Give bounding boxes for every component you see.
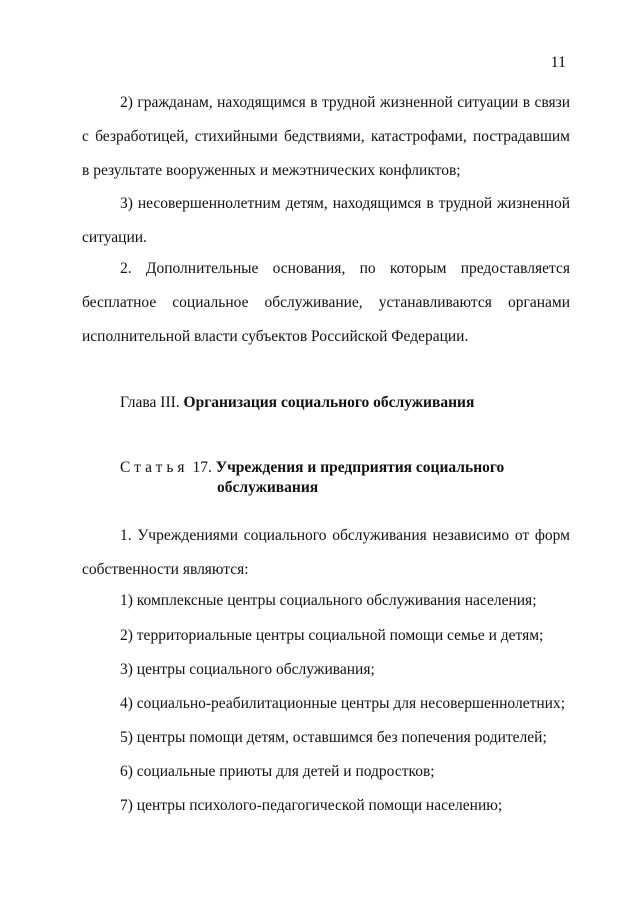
- article-title-line1: Учреждения и предприятия социального: [215, 459, 505, 476]
- text-line: 2) гражданам, находящимся в трудной жизненной ситуации в связи: [120, 94, 570, 111]
- chapter-title: Организация социального обслуживания: [183, 394, 475, 411]
- paragraph-item-2: [82, 86, 570, 188]
- text-line: бесплатное социальное обслуживание, устанавливаются органами: [82, 294, 570, 311]
- article-prefix: Статья: [120, 459, 189, 476]
- list-item: 4) социально-реабилитационные центры для несовершеннолетних;: [120, 695, 566, 712]
- list-item: 2) территориальные центры социальной помощи семье и детям;: [120, 627, 544, 644]
- list-item: 5) центры помощи детям, оставшимся без попечения родителей;: [120, 729, 547, 746]
- chapter-heading: [120, 393, 474, 413]
- page-number: 11: [550, 54, 566, 71]
- paragraph-item-3: [82, 187, 570, 255]
- chapter-prefix: Глава III.: [120, 394, 184, 411]
- list-item: 7) центры психолого-педагогической помощи населению;: [120, 797, 503, 814]
- list-item: 1) комплексные центры социального обслуживания населения;: [120, 592, 537, 609]
- article-number: 17.: [188, 459, 216, 476]
- text-line: собственности являются:: [82, 561, 249, 578]
- list-item: 6) социальные приюты для детей и подростков;: [120, 763, 435, 780]
- text-line: 3) несовершеннолетним детям, находящимся в трудной жизненной: [120, 195, 570, 212]
- text-line: 2. Дополнительные основания, по которым предоставляется: [120, 260, 570, 277]
- paragraph-additional-grounds: [82, 252, 570, 354]
- paragraph-institutions: [82, 519, 570, 587]
- article-title-line2: обслуживания: [217, 479, 319, 496]
- text-line: 1. Учреждениями социального обслуживания независимо от форм: [120, 527, 570, 544]
- text-line: исполнительной власти субъектов Российской Федерации.: [82, 328, 469, 345]
- list-item: 3) центры социального обслуживания;: [120, 661, 375, 678]
- article-heading: [120, 458, 504, 478]
- text-line: с безработицей, стихийными бедствиями, катастрофами, пострадавшим: [82, 128, 570, 145]
- text-line: в результате вооруженных и межэтнических конфликтов;: [82, 162, 461, 179]
- text-line: ситуации.: [82, 229, 147, 246]
